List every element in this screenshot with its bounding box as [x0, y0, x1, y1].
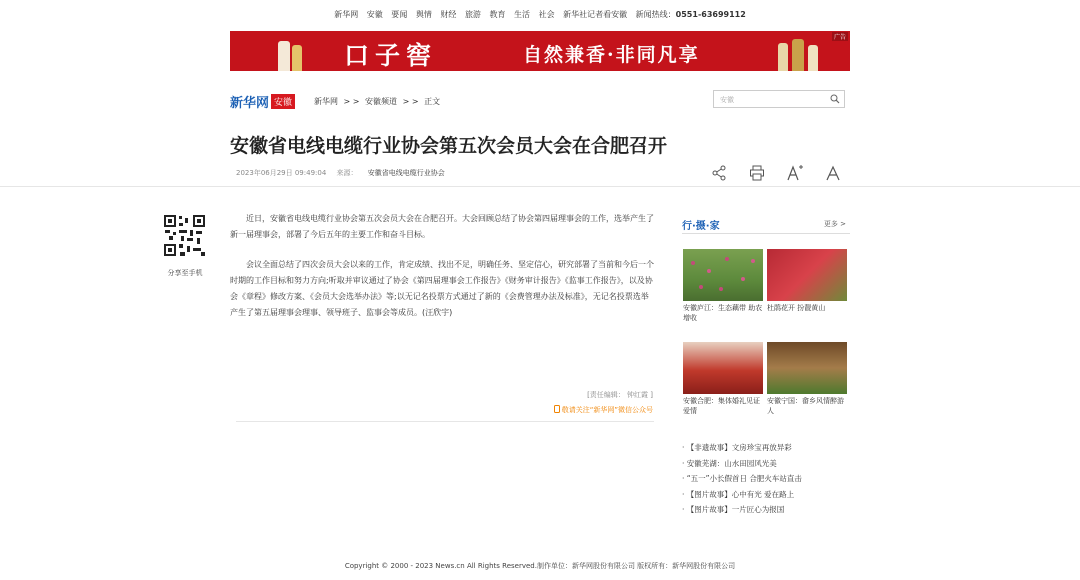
share-icon[interactable] — [710, 164, 728, 182]
photo-thumbnail[interactable] — [683, 342, 763, 394]
nav-link[interactable]: 教育 — [489, 10, 506, 19]
photo-caption[interactable]: 安徽庐江：生态藕带 助农增收 — [683, 304, 763, 322]
article-source: 安徽省电线电缆行业协会 — [367, 169, 445, 177]
related-link[interactable]: · 【图片故事】一片匠心为报国 — [682, 505, 785, 514]
photo-caption[interactable]: 安徽合肥：集体婚礼见证爱情 — [683, 397, 760, 415]
nav-link[interactable]: 新华社记者看安徽 — [563, 10, 628, 19]
nav-link[interactable]: 旅游 — [464, 10, 481, 19]
bottle-image — [292, 45, 302, 71]
footer-copyright: Copyright © 2000 - 2023 News.cn All Rights Reserved.制作单位：新华网股份有限公司 版权所有：新华网股份有限公司 — [344, 562, 736, 570]
sidebar-header — [682, 218, 850, 234]
breadcrumb-link[interactable]: 安徽频道 — [365, 97, 398, 106]
breadcrumb-sep: > > — [343, 97, 360, 106]
article-tools — [710, 164, 842, 182]
ad-banner[interactable] — [230, 31, 850, 71]
ad-tag: 广告 — [833, 34, 846, 41]
divider — [236, 421, 654, 422]
breadcrumb-current: 正文 — [424, 97, 441, 106]
sidebar — [682, 218, 850, 234]
site-header — [230, 92, 850, 112]
wechat-follow[interactable] — [400, 405, 653, 415]
article-date: 2023年06月29日 09:49:04 — [236, 169, 327, 177]
font-increase-icon[interactable] — [786, 164, 804, 182]
qr-label: 分享至手机 — [167, 269, 203, 277]
font-decrease-icon[interactable] — [824, 164, 842, 182]
hotline-number: 0551-63699112 — [675, 10, 746, 19]
photo-caption[interactable]: 杜鹃花开 扮靓黄山 — [767, 304, 826, 312]
breadcrumb-link[interactable]: 新华网 — [314, 97, 338, 106]
logo-main: 新华网 — [230, 95, 270, 111]
photo-caption[interactable]: 安徽宁国：畲乡风情醉游人 — [767, 397, 844, 415]
related-link[interactable]: · “五一”小长假首日 合肥火车站直击 — [682, 474, 802, 483]
nav-link[interactable]: 社会 — [538, 10, 555, 19]
nav-link[interactable]: 新华网 — [334, 10, 359, 19]
bottle-image — [778, 43, 788, 71]
logo-region: 安徽 — [271, 94, 295, 109]
source-label: 来源： — [336, 169, 358, 177]
nav-link[interactable]: 安徽 — [366, 10, 383, 19]
qr-code-icon — [163, 214, 206, 257]
editor-credit: [责任编辑： 钟红霞 ] — [587, 391, 653, 399]
related-link[interactable]: · 安徽芜湖：山水田园风光美 — [682, 458, 777, 468]
bottle-image — [792, 39, 804, 71]
breadcrumb-sep: > > — [402, 97, 419, 106]
related-link[interactable]: · 【非遗故事】文房珍宝再放异彩 — [682, 443, 792, 452]
print-icon[interactable] — [748, 164, 766, 182]
photo-thumbnail[interactable] — [683, 249, 763, 301]
nav-link[interactable]: 舆情 — [415, 10, 432, 19]
nav-link[interactable]: 生活 — [514, 10, 531, 19]
related-links — [682, 440, 850, 518]
divider — [0, 186, 1080, 187]
breadcrumb — [314, 96, 443, 107]
phone-icon — [554, 405, 560, 413]
article-body — [230, 211, 654, 335]
nav-link[interactable]: 财经 — [440, 10, 457, 19]
article-paragraph: 会议全面总结了四次会员大会以来的工作，肯定成绩、找出不足，明确任务、坚定信心，研究部署了当前和今后一个时期的工作目标和努力方向;听取并审议通过了协会《第四届理事会工作报告》《财务审计报告》《监事工作报告》，以及协会《章程》修改方案、《会员大会选举办法》等;以无记名投票方式通过了新的《会费管理办法及标准》，无记名投票选举产生了第五届理事会理事、领导班子、监事会等成员。(汪欣宇) — [230, 260, 654, 317]
wechat-text: 敬请关注“新华网”微信公众号 — [561, 406, 653, 414]
search-icon[interactable] — [830, 94, 840, 104]
article-paragraph: 近日，安徽省电线电缆行业协会第五次会员大会在合肥召开。大会回顾总结了协会第四届理事会的工作，选举产生了新一届理事会，部署了今后五年的主要工作和奋斗目标。 — [230, 214, 654, 239]
bottle-image — [278, 41, 290, 71]
related-link[interactable]: · 【图片故事】心中有光 爱在路上 — [682, 489, 795, 499]
search-placeholder: 安徽 — [720, 96, 734, 104]
site-logo[interactable] — [230, 92, 295, 110]
bottle-image — [808, 45, 818, 71]
sidebar-title: 行·摄·家 — [682, 221, 720, 232]
article-meta — [236, 168, 453, 178]
hotline-label: 新闻热线：0551-63699112 — [635, 10, 746, 19]
photo-thumbnail[interactable] — [767, 342, 847, 394]
ad-slogan: 自然兼香·非同凡享 — [523, 44, 700, 66]
article-title: 安徽省电线电缆行业协会第五次会员大会在合肥召开 — [230, 135, 668, 157]
photo-thumbnail[interactable] — [767, 249, 847, 301]
search-input[interactable] — [713, 90, 845, 108]
top-nav — [0, 9, 1080, 20]
ad-brand: 口子窖 — [344, 41, 438, 70]
nav-link[interactable]: 要闻 — [391, 10, 408, 19]
more-link[interactable]: 更多 > — [823, 220, 846, 228]
